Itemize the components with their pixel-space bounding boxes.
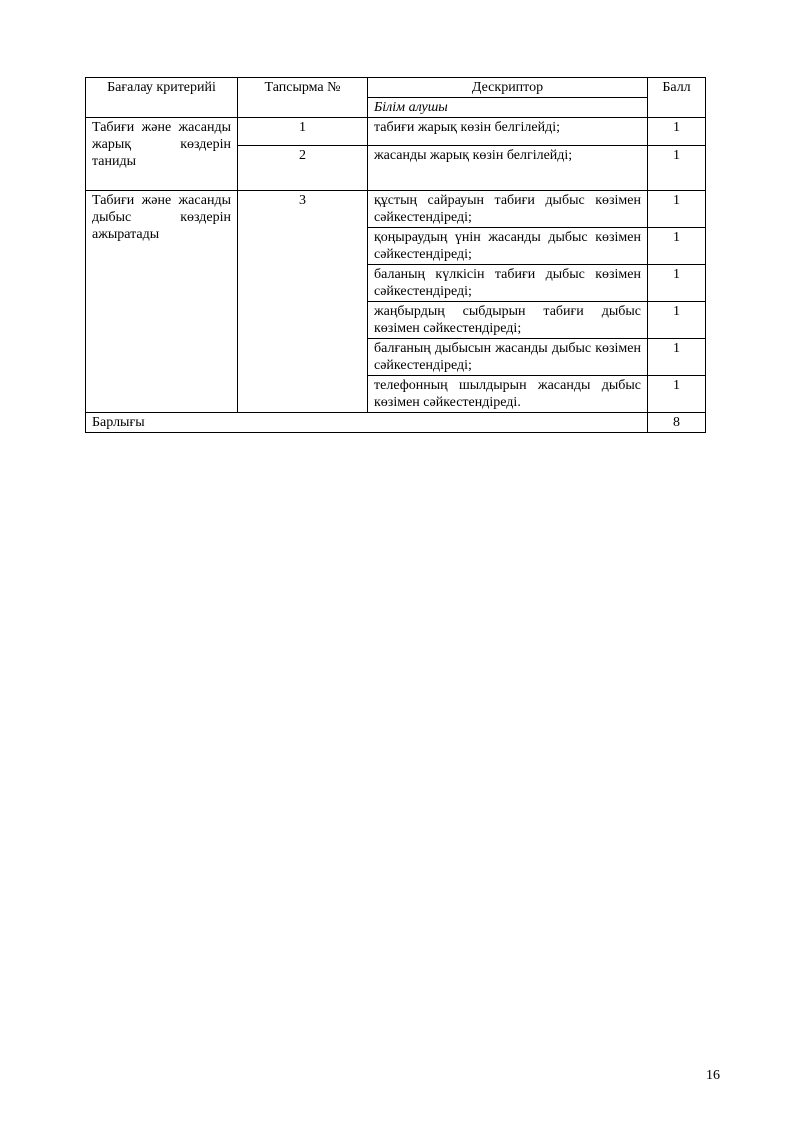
header-criterion: Бағалау критерийі [86,78,238,118]
score-cell: 1 [648,302,706,339]
descriptor-cell: баланың күлкісін табиғи дыбыс көзімен сәйкестендіреді; [368,265,648,302]
descriptor-cell: жаңбырдың сыбдырын табиғи дыбыс көзімен сәйкестендіреді; [368,302,648,339]
total-value: 8 [648,413,706,433]
task-number: 2 [238,146,368,191]
score-cell: 1 [648,265,706,302]
descriptor-cell: табиғи жарық көзін белгілейді; [368,118,648,146]
total-label: Барлығы [86,413,648,433]
descriptor-cell: телефонның шылдырын жасанды дыбыс көзімен сәйкестендіреді. [368,376,648,413]
header-descriptor: Дескриптор [368,78,648,98]
descriptor-cell: балғаның дыбысын жасанды дыбыс көзімен сәйкестендіреді; [368,339,648,376]
header-descriptor-sub: Білім алушы [368,98,648,118]
total-row [86,413,706,433]
score-cell: 1 [648,339,706,376]
criterion-cell: Табиғи және жасанды жарық көздерін таниды [86,118,238,191]
page-number: 16 [706,1068,720,1083]
score-cell: 1 [648,191,706,228]
task-number: 3 [238,191,368,413]
header-row [86,78,706,98]
header-task: Тапсырма № [238,78,368,118]
table-row [86,118,706,146]
criterion-cell: Табиғи және жасанды дыбыс көздерін ажыратады [86,191,238,413]
score-cell: 1 [648,118,706,146]
header-score: Балл [648,78,706,118]
descriptor-cell: қоңыраудың үнін жасанды дыбыс көзімен сәйкестендіреді; [368,228,648,265]
score-cell: 1 [648,228,706,265]
descriptor-cell: құстың сайрауын табиғи дыбыс көзімен сәйкестендіреді; [368,191,648,228]
descriptor-cell: жасанды жарық көзін белгілейді; [368,146,648,191]
task-number: 1 [238,118,368,146]
table-row [86,191,706,228]
assessment-table [85,77,706,433]
score-cell: 1 [648,376,706,413]
score-cell: 1 [648,146,706,191]
